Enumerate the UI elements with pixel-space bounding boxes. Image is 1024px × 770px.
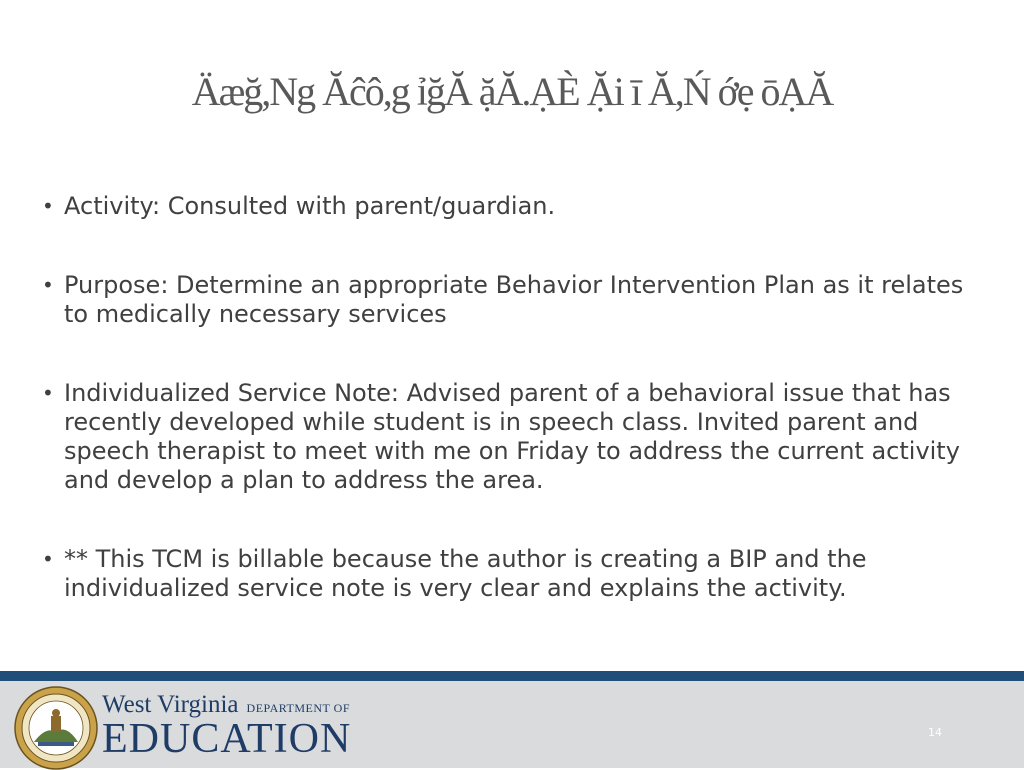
bullet-marker: • [42,381,54,405]
page-number: 14 [928,726,942,739]
dept-label: DEPARTMENT OF [246,701,350,715]
bullet-purpose [40,271,975,329]
bullet-activity [40,192,975,221]
bullet-marker: • [42,547,54,571]
bullet-list [40,192,975,603]
footer-divider [0,671,1024,681]
org-unit: EDUCATION [102,716,352,762]
wordmark-top-line [102,691,350,719]
bullet-text: Activity: Consulted with parent/guardian. [64,192,556,220]
slide-title: Äæğ,Ng Ăĉô,g ỉğĂ ặĂ.ẠÈ Ặi ī Ă,Ń ớẹ ōẠĂ [191,69,833,114]
bullet-marker: • [42,194,54,218]
bullet-service-note [40,379,975,495]
footer [0,681,1024,768]
bullet-text: Purpose: Determine an appropriate Behavior Intervention Plan as it relates to medically necessary services [64,271,964,328]
bullet-text: ** This TCM is billable because the author is creating a BIP and the individualized service note is very clear and explains the activity. [64,545,867,602]
state-seal-icon [14,686,98,770]
bullet-billable-note [40,545,975,603]
bullet-marker: • [42,273,54,297]
org-name: West Virginia [102,691,239,718]
wvde-wordmark [102,691,362,763]
bullet-text: Individualized Service Note: Advised parent of a behavioral issue that has recently developed while student is in speech class. Invited parent and speech therapist to meet with me on Friday to address the current activity and develop a plan to address the area. [64,379,960,494]
